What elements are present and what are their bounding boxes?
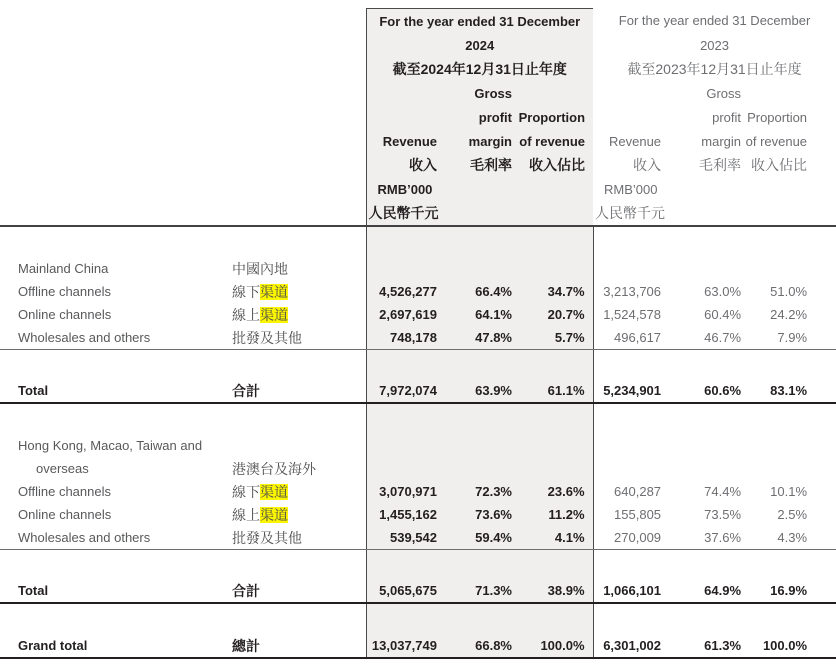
row-label-en: Wholesales and others (0, 526, 232, 550)
highlighted-text: 渠道 (260, 506, 288, 523)
proportion-2024: 11.2% (512, 503, 593, 526)
row-label-en: Total (0, 579, 232, 603)
section-row-hk-line2 (0, 457, 836, 480)
row-label-zh: 線上渠道 (232, 306, 288, 323)
data-row-online-mainland (0, 303, 836, 326)
revenue-2024: 2,697,619 (366, 303, 437, 326)
revenue-2024: 3,070,971 (366, 480, 437, 503)
col-2023-rmb: RMB’000 (604, 181, 658, 197)
col-2024-margin: margin (437, 129, 512, 153)
period-2023-zh: 截至2023年12月31日止年度 (627, 61, 802, 77)
margin-2024: 63.9% (437, 379, 512, 403)
proportion-2024: 5.7% (512, 326, 593, 350)
header-revenue-margin-line (0, 129, 836, 153)
col-2023-proportion: Proportion (747, 109, 808, 125)
header-period-line2 (0, 33, 836, 57)
data-row-offline-hk (0, 480, 836, 503)
row-label-zh: 線下渠道 (232, 283, 288, 300)
row-label-en: Online channels (18, 507, 112, 522)
revenue-2024: 5,065,675 (366, 579, 437, 603)
row-label-en: overseas (36, 461, 89, 476)
row-label-en: Offline channels (18, 284, 111, 299)
row-label-en: Grand total (0, 634, 232, 658)
col-2023-of-revenue: of revenue (745, 133, 808, 149)
row-label-en: Wholesales and others (0, 326, 232, 350)
header-period-line1 (0, 9, 836, 34)
row-label-en: Mainland China (18, 261, 109, 276)
col-2024-proportion: Proportion (512, 105, 593, 129)
row-label-en: Online channels (18, 307, 112, 322)
proportion-2023: 16.9% (741, 579, 836, 603)
proportion-2023: 100.0% (741, 634, 836, 658)
margin-2023: 73.5% (704, 507, 742, 522)
row-label-zh: 總計 (232, 634, 366, 658)
row-label-zh: 港澳台及海外 (232, 460, 316, 477)
highlighted-text: 渠道 (260, 283, 288, 300)
margin-2023: 61.3% (661, 634, 741, 658)
row-label-zh: 批發及其他 (232, 326, 366, 350)
row-label-zh: 線上渠道 (232, 506, 288, 523)
proportion-2023: 4.3% (741, 526, 836, 550)
col-2024-margin-zh: 毛利率 (437, 153, 512, 177)
col-2023-revenue: Revenue (608, 133, 662, 149)
col-2023-rmb-zh: 人民幣千元 (593, 201, 741, 226)
proportion-2023: 24.2% (770, 307, 808, 322)
margin-2024: 73.6% (437, 503, 512, 526)
spacer-row (0, 603, 836, 634)
proportion-2023: 7.9% (741, 326, 836, 350)
data-row-online-hk (0, 503, 836, 526)
margin-2023: 46.7% (661, 326, 741, 350)
period-2024-year: 2024 (366, 33, 593, 57)
revenue-2023: 640,287 (614, 484, 662, 499)
col-2023-margin: margin (701, 133, 742, 149)
proportion-2024: 20.7% (512, 303, 593, 326)
row-label-zh: 中國內地 (232, 260, 288, 277)
data-row-offline-mainland (0, 280, 836, 303)
margin-2024: 66.4% (437, 280, 512, 303)
header-gross-line (0, 81, 836, 105)
col-2024-rmb: RMB’000 (366, 177, 512, 201)
row-label-zh: 批發及其他 (232, 526, 366, 550)
margin-2024: 72.3% (437, 480, 512, 503)
section-row-hk-line1 (0, 434, 836, 457)
revenue-2024: 13,037,749 (366, 634, 437, 658)
margin-2023: 60.6% (661, 379, 741, 403)
margin-2023: 63.0% (704, 284, 742, 299)
row-label-en: Hong Kong, Macao, Taiwan and (18, 438, 203, 453)
proportion-2024: 38.9% (512, 579, 593, 603)
margin-2023: 74.4% (704, 484, 742, 499)
proportion-2023: 51.0% (770, 284, 808, 299)
spacer-row (0, 403, 836, 434)
margin-2024: 64.1% (437, 303, 512, 326)
header-period-line3 (0, 57, 836, 81)
margin-2023: 60.4% (704, 307, 742, 322)
revenue-2023: 3,213,706 (603, 284, 662, 299)
revenue-2023: 496,617 (593, 326, 661, 350)
revenue-2023: 6,301,002 (593, 634, 661, 658)
grand-total-row (0, 634, 836, 658)
col-2024-gross: Gross (437, 81, 512, 105)
row-label-zh: 合計 (232, 579, 366, 603)
col-2024-revenue-zh: 收入 (366, 153, 437, 177)
proportion-2023: 10.1% (770, 484, 808, 499)
revenue-2024: 1,455,162 (366, 503, 437, 526)
header-rmb-zh-line (0, 201, 836, 226)
margin-2024: 59.4% (437, 526, 512, 550)
margin-2023: 37.6% (661, 526, 741, 550)
proportion-2023: 2.5% (777, 507, 808, 522)
spacer-row (0, 350, 836, 380)
total-row-hk (0, 579, 836, 603)
revenue-2023: 5,234,901 (593, 379, 661, 403)
col-2024-revenue: Revenue (366, 129, 437, 153)
segment-revenue-table (0, 8, 836, 659)
revenue-2024: 7,972,074 (366, 379, 437, 403)
proportion-2024: 34.7% (512, 280, 593, 303)
header-rmb-line (0, 177, 836, 201)
row-label-en: Offline channels (18, 484, 111, 499)
row-label-en: Total (0, 379, 232, 403)
proportion-2024: 61.1% (512, 379, 593, 403)
data-row-wholesales-mainland (0, 326, 836, 350)
revenue-2024: 539,542 (366, 526, 437, 550)
row-label-zh: 線下渠道 (232, 483, 288, 500)
section-row-mainland-china (0, 257, 836, 280)
row-label-zh: 合計 (232, 379, 366, 403)
margin-2024: 47.8% (437, 326, 512, 350)
col-2023-gross: Gross (706, 85, 742, 101)
spacer-row (0, 550, 836, 580)
period-2023-line1: For the year ended 31 December (618, 13, 811, 29)
period-2023-year: 2023 (700, 37, 729, 53)
spacer-row (0, 226, 836, 257)
revenue-2023: 1,066,101 (593, 579, 661, 603)
revenue-2024: 748,178 (366, 326, 437, 350)
proportion-2024: 23.6% (512, 480, 593, 503)
period-2024-line1: For the year ended 31 December (366, 9, 593, 34)
highlighted-text: 渠道 (260, 483, 288, 500)
proportion-2023: 83.1% (741, 379, 836, 403)
proportion-2024: 4.1% (512, 526, 593, 550)
revenue-2023: 155,805 (614, 507, 662, 522)
data-row-wholesales-hk (0, 526, 836, 550)
period-2024-zh: 截至2024年12月31日止年度 (366, 57, 593, 81)
header-profit-proportion-line (0, 105, 836, 129)
col-2024-rmb-zh: 人民幣千元 (366, 201, 512, 226)
col-2023-profit: profit (712, 109, 742, 125)
revenue-2023: 270,009 (593, 526, 661, 550)
col-2024-of-revenue: of revenue (512, 129, 593, 153)
col-2024-profit: profit (437, 105, 512, 129)
col-2023-proportion-zh: 收入佔比 (751, 157, 808, 173)
highlighted-text: 渠道 (260, 306, 288, 323)
revenue-2023: 1,524,578 (603, 307, 662, 322)
col-2024-proportion-zh: 收入佔比 (512, 153, 593, 177)
proportion-2024: 100.0% (512, 634, 593, 658)
header-zh-columns-line (0, 153, 836, 177)
total-row-mainland (0, 379, 836, 403)
revenue-2024: 4,526,277 (366, 280, 437, 303)
margin-2024: 66.8% (437, 634, 512, 658)
col-2023-revenue-zh: 收入 (633, 157, 662, 173)
margin-2024: 71.3% (437, 579, 512, 603)
margin-2023: 64.9% (661, 579, 741, 603)
col-2023-margin-zh: 毛利率 (699, 157, 742, 173)
